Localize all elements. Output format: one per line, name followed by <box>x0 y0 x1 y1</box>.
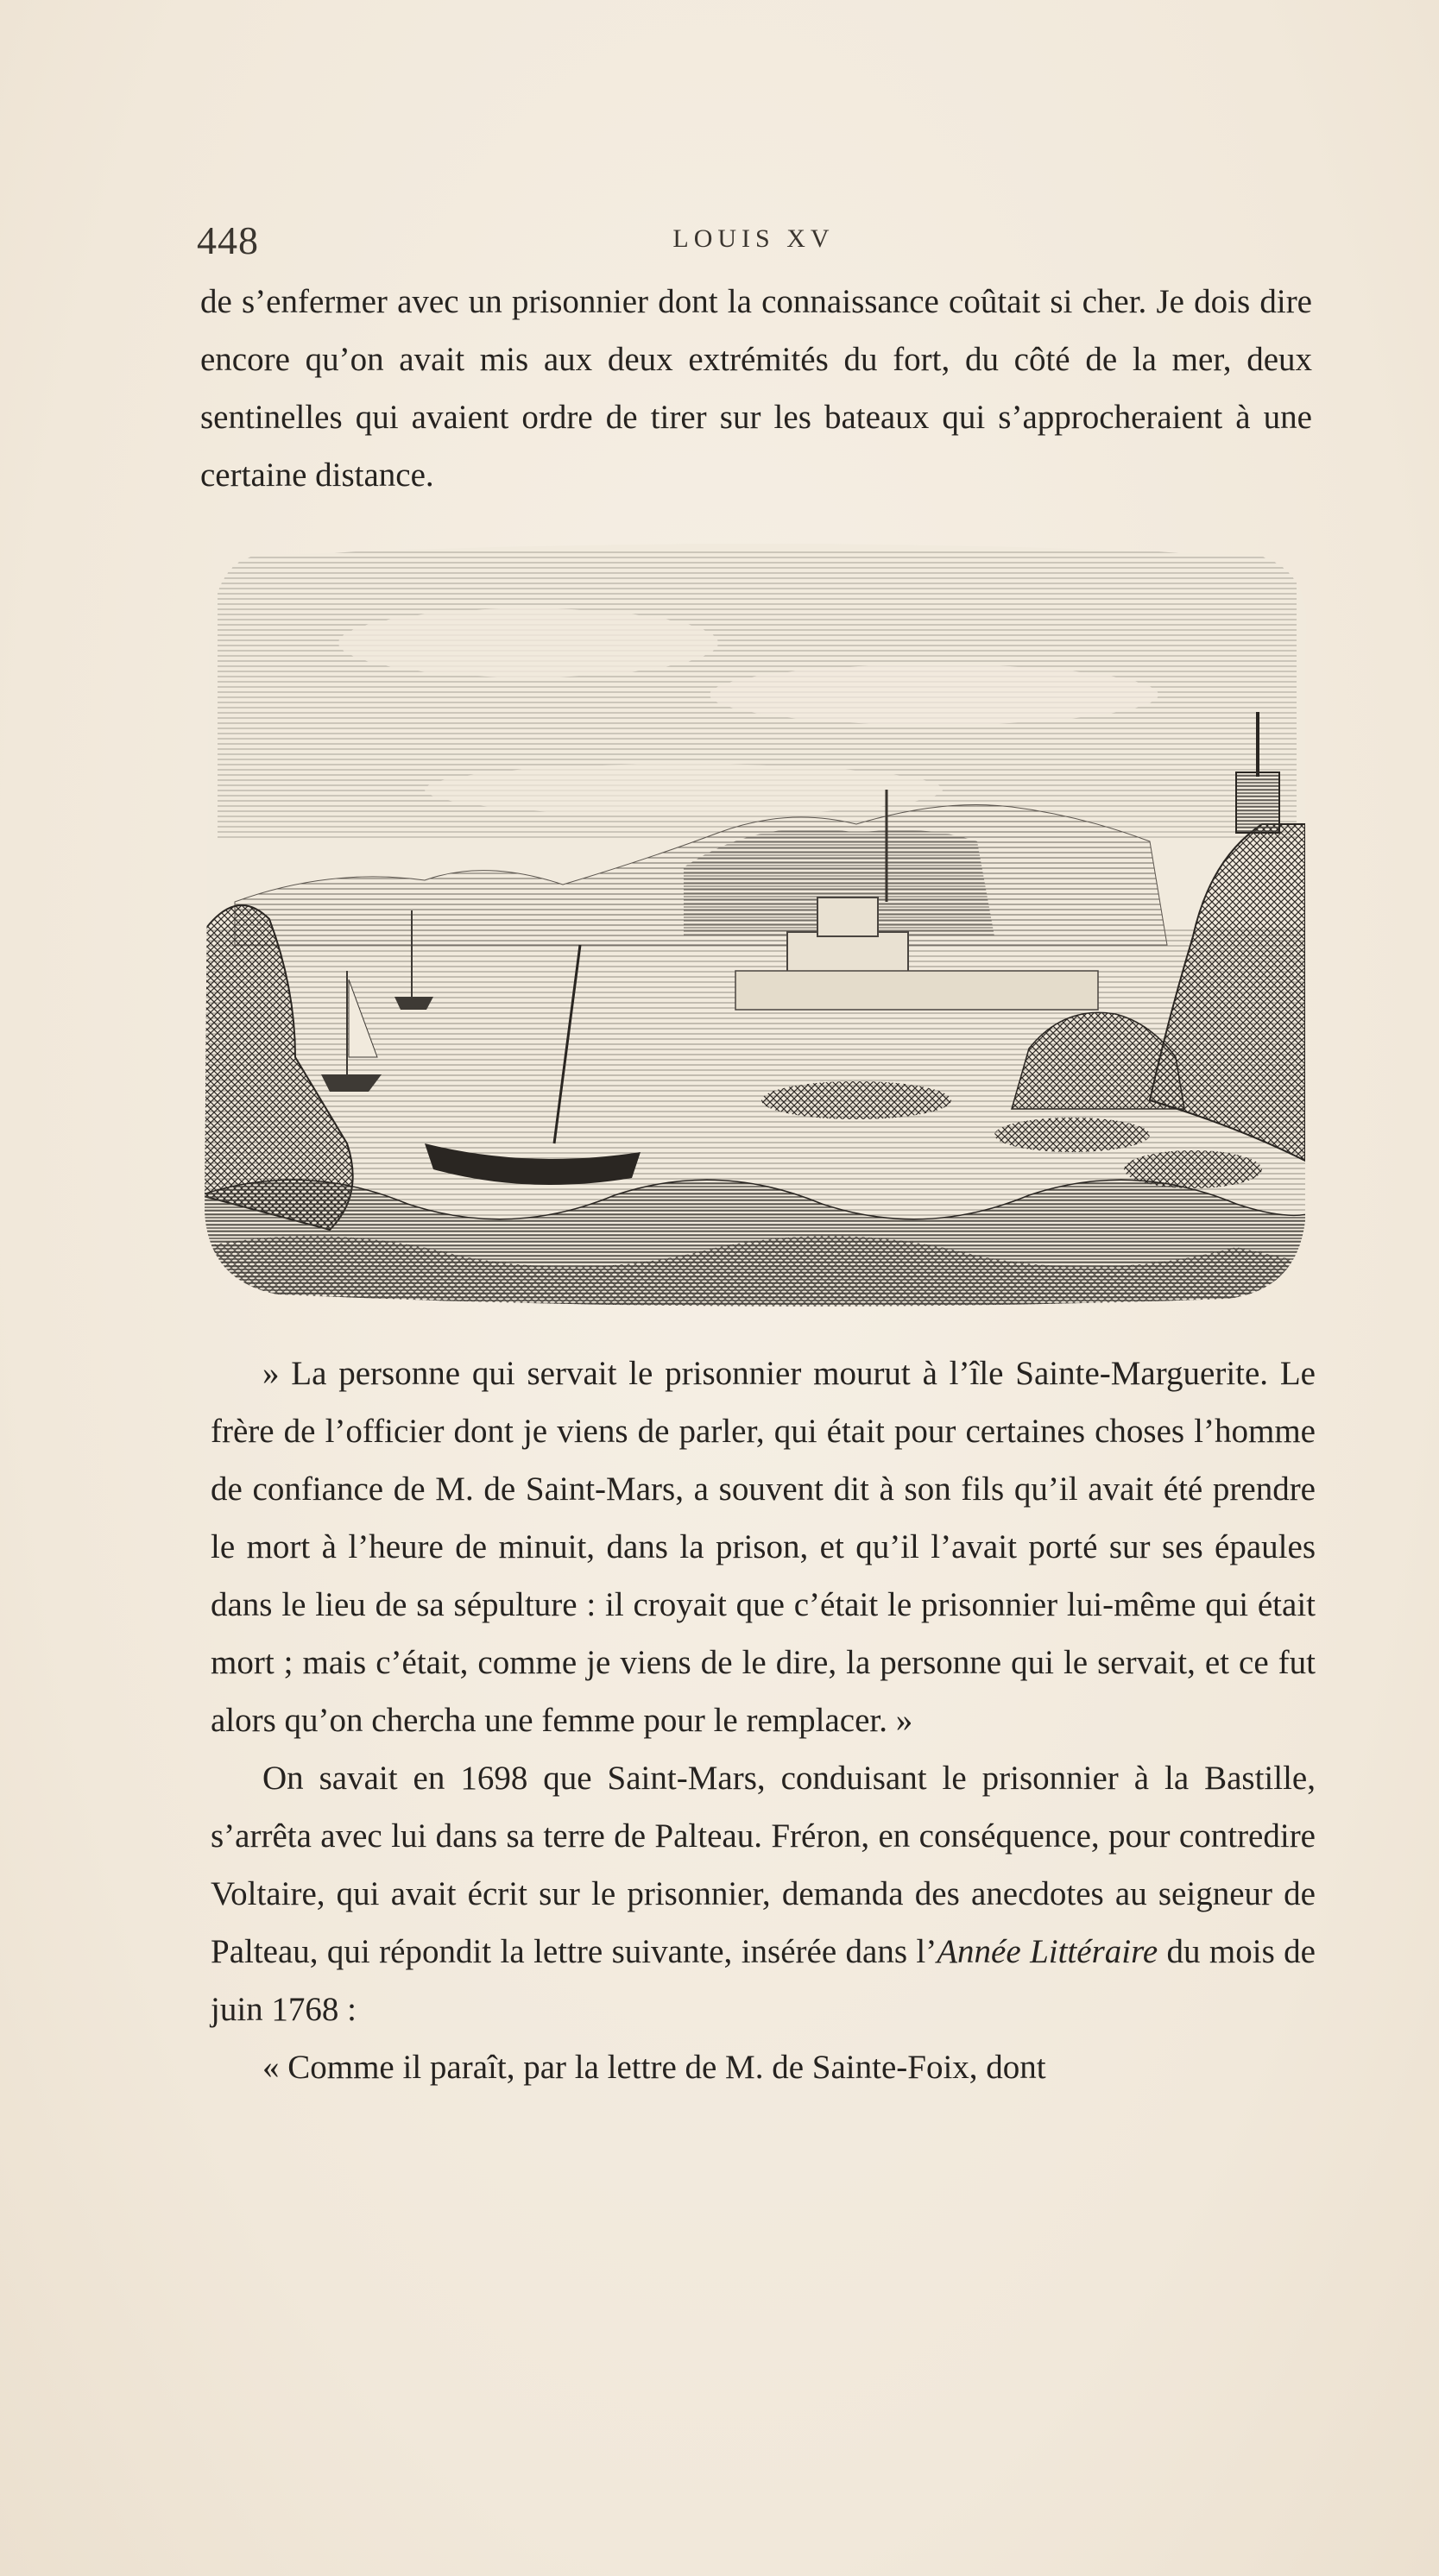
book-title: Année Littéraire <box>937 1933 1158 1970</box>
text-block-top <box>200 273 1312 504</box>
paragraph-quote: » La personne qui servait le prisonnier mourut à l’île Sainte-Marguerite. Le frère de l’officier dont je viens de parler, qui était pour certaines choses l’homme de confiance de M. de Saint-Mars, a souvent dit à son fils qu’il avait été prendre le mort à l’heure de minuit, dans la prison, et qu’il l’avait porté sur ses épaules dans le lieu de sa sépulture : il croyait que c’était le prisonnier lui-même qui était mort ; mais c’était, comme je viens de le dire, la personne qui le servait, et ce fut alors qu’on chercha une femme pour le remplacer. » <box>211 1355 1316 1739</box>
paragraph-freron <box>211 1749 1316 2038</box>
page-number: 448 <box>197 218 259 262</box>
page-header <box>197 217 1310 269</box>
paragraph: de s’enfermer avec un prisonnier dont la connaissance coûtait si cher. Je dois dire encore qu’on avait mis aux deux extrémités du fort, du côté de la mer, deux sentinelles qui avaient ordre de tirer sur les bateaux qui s’approcheraient à une certaine distance. <box>200 283 1312 494</box>
paragraph-letter: « Comme il paraît, par la lettre de M. de Sainte-Foix, dont <box>262 2049 1046 2086</box>
engraving-illustration <box>200 539 1314 1307</box>
paragraph-freron-after: du mois de juin 1768 : <box>211 1933 1316 2028</box>
harbor-engraving-image <box>200 539 1314 1307</box>
paragraph-freron-before: On savait en 1698 que Saint-Mars, conduisant le prisonnier à la Bastille, s’arrêta avec lui dans sa terre de Palteau. Fréron, en conséquence, pour contredire Voltaire, qui avait écrit sur le prisonnier, demanda des anecdotes au seigneur de Palteau, qui répondit la lettre suivante, insérée dans l’ <box>211 1760 1316 1970</box>
running-title: LOUIS XV <box>672 224 835 253</box>
text-block-bottom <box>211 1345 1316 2096</box>
